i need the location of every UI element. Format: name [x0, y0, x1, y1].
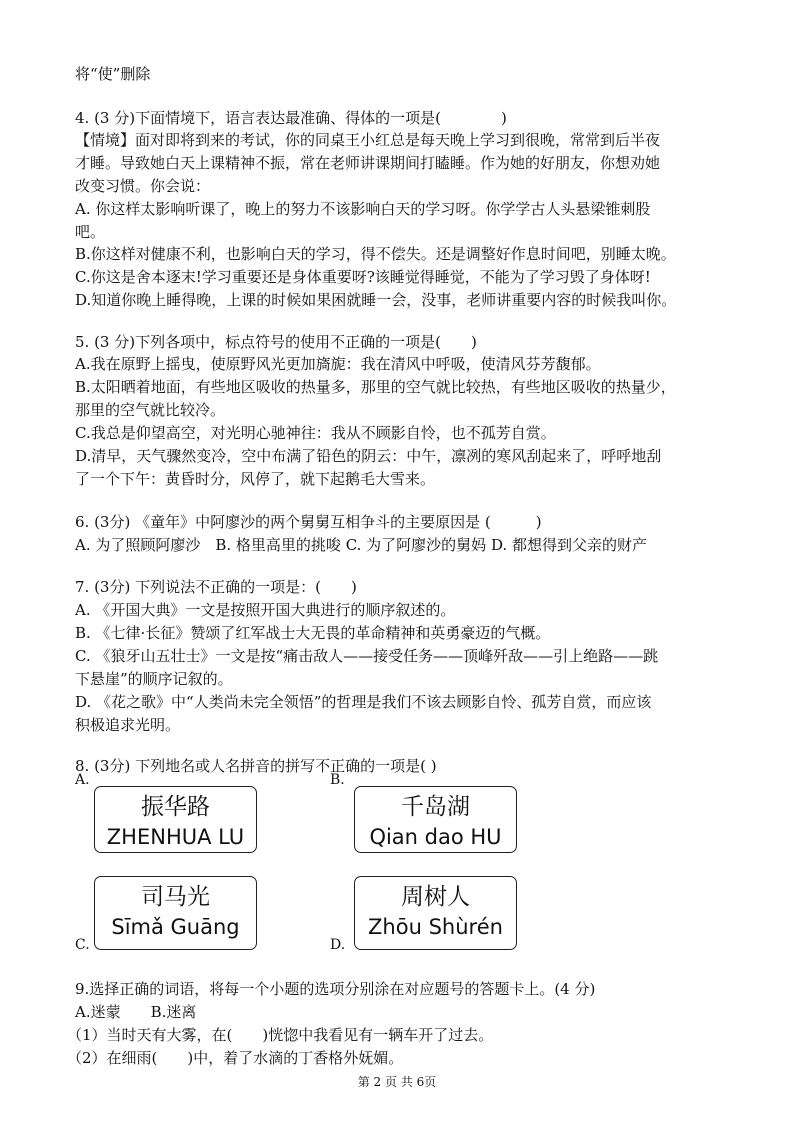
- q7-option-c: C. 《狼牙山五壮士》一文是按“痛击敌人——接受任务——顶峰歼敌——引上绝路——跳: [75, 647, 659, 665]
- q4-context-line: 才睡。导致她白天上课精神不振，常在老师讲课期间打瞌睡。作为她的好朋友，你想劝她: [75, 154, 661, 172]
- card-pinyin: ZHENHUA LU: [106, 825, 245, 849]
- q4-stem: 4. (3 分)下面情境下，语言表达最准确、得体的一项是( ): [75, 109, 507, 127]
- q5-option-d-cont: 了一个下午：黄昏时分，风停了，就下起鹅毛大雪来。: [75, 470, 436, 488]
- q6-options: A. 为了照顾阿廖沙 B. 格里高里的挑唆 C. 为了阿廖沙的舅妈 D. 都想得到父亲的财产: [75, 536, 647, 554]
- q9-item-2: （2）在细雨( )中，着了水滴的丁香格外妩媚。: [67, 1049, 404, 1067]
- q4-option-d: D.知道你晚上睡得晚，上课的时候如果困就睡一会，没事，老师讲重要内容的时候我叫你。: [75, 291, 677, 309]
- q4-context-line: 改变习惯。你会说：: [75, 177, 211, 195]
- q4-option-a-cont: 吧。: [75, 223, 106, 241]
- q8-label-d: D.: [330, 937, 346, 953]
- q9-stem: 9.选择正确的词语，将每一个小题的选项分别涂在对应题号的答题卡上。(4 分): [75, 980, 596, 998]
- q5-option-a: A.我在原野上摇曳，使原野风光更加旖旎：我在清风中呼吸，使清风芬芳馥郁。: [75, 355, 601, 373]
- q7-stem: 7. (3分) 下列说法不正确的一项是：( ): [75, 578, 357, 596]
- q5-option-b: B.太阳晒着地面，有些地区吸收的热量多，那里的空气就比较热，有些地区吸收的热量少，: [75, 378, 676, 396]
- q5-stem: 5. (3 分)下列各项中，标点符号的使用不正确的一项是( ): [75, 333, 477, 351]
- q7-option-d-cont: 积极追求光明。: [75, 716, 181, 734]
- q4-option-c: C.你这是舍本逐末!学习重要还是身体重要呀?该睡觉得睡觉，不能为了学习毁了身体呀!: [75, 268, 651, 286]
- q8-stem: 8. (3分) 下列地名或人名拼音的拼写不正确的一项是( ): [75, 757, 437, 775]
- q8-label-b: B.: [330, 772, 345, 788]
- top-line: 将“使”删除: [75, 65, 151, 83]
- q5-option-d: D.清早，天气骤然变冷，空中布满了铅色的阴云：中午，凛冽的寒风刮起来了，呼呼地刮: [75, 447, 662, 465]
- card-pinyin: Sīmǎ Guāng: [111, 915, 240, 939]
- card-pinyin: Zhōu Shùrén: [368, 915, 503, 939]
- q5-option-b-cont: 那里的空气就比较冷。: [75, 401, 226, 419]
- q4-option-a: A. 你这样太影响听课了，晚上的努力不该影响白天的学习呀。你学学古人头悬梁锥刺股: [75, 200, 651, 218]
- card-pinyin: Qian dao HU: [369, 825, 502, 849]
- q6-stem: 6. (3分) 《童年》中阿廖沙的两个舅舅互相争斗的主要原因是 ( ): [75, 513, 542, 531]
- q7-option-b: B. 《七律·长征》赞颂了红军战士大无畏的革命精神和英勇豪迈的气概。: [75, 624, 551, 642]
- pinyin-card-a: [94, 786, 257, 853]
- card-hanzi: 千岛湖: [401, 794, 470, 820]
- q8-label-c: C.: [75, 937, 90, 953]
- q9-options: A.迷蒙 B.迷离: [75, 1003, 197, 1021]
- q5-option-c: C.我总是仰望高空，对光明心驰神往：我从不顾影自怜，也不孤芳自赏。: [75, 424, 556, 442]
- card-hanzi: 振华路: [141, 794, 210, 820]
- q4-option-b: B.你这样对健康不利，也影响白天的学习，得不偿失。还是调整好作息时间吧，别睡太晚。: [75, 245, 676, 263]
- q9-item-1: （1）当时天有大雾，在( )恍惚中我看见有一辆车开了过去。: [67, 1026, 494, 1044]
- pinyin-card-c: [94, 876, 257, 950]
- q7-option-d: D. 《花之歌》中“人类尚未完全领悟”的哲理是我们不该去顾影自怜、孤芳自赏，而应该: [75, 693, 652, 711]
- card-hanzi: 司马光: [141, 884, 210, 910]
- q7-option-a: A. 《开国大典》一文是按照开国大典进行的顺序叙述的。: [75, 601, 456, 619]
- pinyin-card-b: [354, 786, 517, 853]
- q4-context-line: 【情境】面对即将到来的考试，你的同桌王小红总是每天晚上学习到很晚，常常到后半夜: [75, 131, 661, 149]
- pinyin-card-d: [354, 876, 517, 950]
- card-hanzi: 周树人: [401, 884, 470, 910]
- page-footer: 第 2 页 共 6页: [357, 1075, 437, 1089]
- q8-label-a: A.: [75, 772, 90, 788]
- q7-option-c-cont: 下悬崖”的顺序记叙的。: [75, 670, 233, 688]
